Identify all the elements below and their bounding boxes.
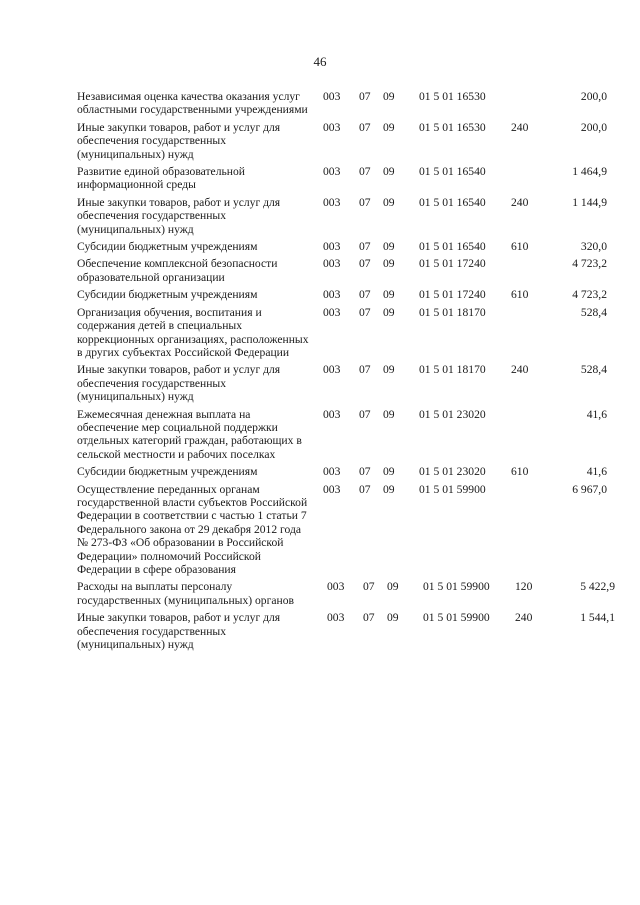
amount: 1 464,9 <box>572 165 607 179</box>
expense-type-code: 610 <box>511 240 529 254</box>
subsection-code: 09 <box>383 257 395 271</box>
expense-type-code: 610 <box>511 465 529 479</box>
section-code: 07 <box>363 611 375 625</box>
target-article-code: 01 5 01 16530 <box>419 120 486 134</box>
target-article-code: 01 5 01 23020 <box>419 407 486 421</box>
ministry-code: 003 <box>323 240 341 254</box>
target-article-code: 01 5 01 18170 <box>419 305 486 319</box>
expense-name: Иные закупки товаров, работ и услуг для обеспечения государственных (муниципальных) нужд <box>77 363 281 404</box>
ministry-code: 003 <box>323 465 341 479</box>
section-code: 07 <box>359 165 371 179</box>
target-article-code: 01 5 01 16530 <box>419 90 486 103</box>
target-article-code: 01 5 01 23020 <box>419 465 486 479</box>
table-row <box>77 257 607 284</box>
expense-name: Ежемесячная денежная выплата на обеспечение мер социальной поддержки отдельных категорий граждан, работающих в сельской местности и рабочих поселках <box>77 407 302 461</box>
expense-name: Обеспечение комплексной безопасности образовательной организации <box>77 257 278 284</box>
section-code: 07 <box>359 288 371 302</box>
ministry-code: 003 <box>323 120 341 134</box>
page-number: 46 <box>313 54 327 69</box>
expense-type-code: 240 <box>511 195 529 209</box>
subsection-code: 09 <box>383 482 395 496</box>
expense-name: Субсидии бюджетным учреждениям <box>77 240 258 254</box>
budget-table <box>77 90 615 655</box>
amount: 5 422,9 <box>580 580 615 594</box>
expense-name: Независимая оценка качества оказания услуг областными государственными учреждениями <box>77 90 308 117</box>
section-code: 07 <box>359 482 371 496</box>
ministry-code: 003 <box>323 407 341 421</box>
amount: 1 544,1 <box>580 611 615 625</box>
target-article-code: 01 5 01 18170 <box>419 363 486 377</box>
ministry-code: 003 <box>323 257 341 271</box>
section-code: 07 <box>359 465 371 479</box>
subsection-code: 09 <box>383 288 395 302</box>
table-row <box>77 288 607 301</box>
target-article-code: 01 5 01 59900 <box>423 580 490 594</box>
section-code: 07 <box>363 580 375 594</box>
amount: 4 723,2 <box>572 288 607 302</box>
expense-name: Организация обучения, воспитания и содержания детей в специальных коррекционных организациях, расположенных в других субъектах Российской Федерации <box>77 305 309 359</box>
ministry-code: 003 <box>323 288 341 302</box>
subsection-code: 09 <box>383 120 395 134</box>
table-row <box>77 483 607 577</box>
expense-name: Осуществление переданных органам государственной власти субъектов Российской Федерации в соответствии с частью 1 статьи 7 Федерального закона от 29 декабря 2012 года № 273-ФЗ «Об образовании в Российской Федерации» полномочий Российской Федерации в сфере образования <box>77 482 308 576</box>
table-row <box>77 408 607 462</box>
subsection-code: 09 <box>383 240 395 254</box>
section-code: 07 <box>359 407 371 421</box>
subsection-code: 09 <box>383 305 395 319</box>
subsection-code: 09 <box>383 363 395 377</box>
amount: 41,6 <box>586 407 607 421</box>
table-row <box>77 121 607 161</box>
expense-name: Субсидии бюджетным учреждениям <box>77 465 258 479</box>
amount: 6 967,0 <box>572 482 607 496</box>
table-row <box>77 580 615 607</box>
expense-name: Субсидии бюджетным учреждениям <box>77 288 258 302</box>
expense-type-code: 610 <box>511 288 529 302</box>
amount: 528,4 <box>580 363 607 377</box>
target-article-code: 01 5 01 16540 <box>419 165 486 179</box>
amount: 1 144,9 <box>572 195 607 209</box>
ministry-code: 003 <box>327 580 345 594</box>
expense-name: Иные закупки товаров, работ и услуг для обеспечения государственных (муниципальных) нужд <box>77 611 281 652</box>
subsection-code: 09 <box>383 407 395 421</box>
table-row <box>77 465 607 478</box>
amount: 320,0 <box>580 240 607 254</box>
section-code: 07 <box>359 305 371 319</box>
subsection-code: 09 <box>383 195 395 209</box>
section-code: 07 <box>359 363 371 377</box>
target-article-code: 01 5 01 17240 <box>419 257 486 271</box>
expense-type-code: 120 <box>515 580 533 594</box>
table-row <box>77 611 615 652</box>
target-article-code: 01 5 01 17240 <box>419 288 486 302</box>
expense-type-code: 240 <box>515 611 533 625</box>
table-row <box>77 196 607 236</box>
ministry-code: 003 <box>323 195 341 209</box>
section-code: 07 <box>359 90 371 103</box>
target-article-code: 01 5 01 16540 <box>419 195 486 209</box>
expense-type-code: 240 <box>511 363 529 377</box>
subsection-code: 09 <box>387 580 399 594</box>
ministry-code: 003 <box>323 305 341 319</box>
ministry-code: 003 <box>323 363 341 377</box>
subsection-code: 09 <box>387 611 399 625</box>
ministry-code: 003 <box>323 90 341 103</box>
target-article-code: 01 5 01 59900 <box>419 482 486 496</box>
target-article-code: 01 5 01 59900 <box>423 611 490 625</box>
amount: 200,0 <box>580 120 607 134</box>
section-code: 07 <box>359 195 371 209</box>
expense-name: Расходы на выплаты персоналу государственных (муниципальных) органов <box>77 580 294 607</box>
table-row <box>77 363 607 403</box>
ministry-code: 003 <box>323 482 341 496</box>
subsection-code: 09 <box>383 165 395 179</box>
table-row <box>77 90 607 117</box>
section-code: 07 <box>359 240 371 254</box>
amount: 200,0 <box>580 90 607 103</box>
table-row <box>77 165 607 192</box>
section-code: 07 <box>359 257 371 271</box>
table-row <box>77 240 607 253</box>
expense-name: Иные закупки товаров, работ и услуг для обеспечения государственных (муниципальных) нужд <box>77 195 281 236</box>
ministry-code: 003 <box>327 611 345 625</box>
target-article-code: 01 5 01 16540 <box>419 240 486 254</box>
section-code: 07 <box>359 120 371 134</box>
ministry-code: 003 <box>323 165 341 179</box>
subsection-code: 09 <box>383 90 395 103</box>
table-row <box>77 306 607 360</box>
amount: 528,4 <box>580 305 607 319</box>
expense-name: Развитие единой образовательной информационной среды <box>77 165 245 192</box>
amount: 41,6 <box>586 465 607 479</box>
expense-name: Иные закупки товаров, работ и услуг для обеспечения государственных (муниципальных) нужд <box>77 120 281 161</box>
expense-type-code: 240 <box>511 120 529 134</box>
subsection-code: 09 <box>383 465 395 479</box>
amount: 4 723,2 <box>572 257 607 271</box>
